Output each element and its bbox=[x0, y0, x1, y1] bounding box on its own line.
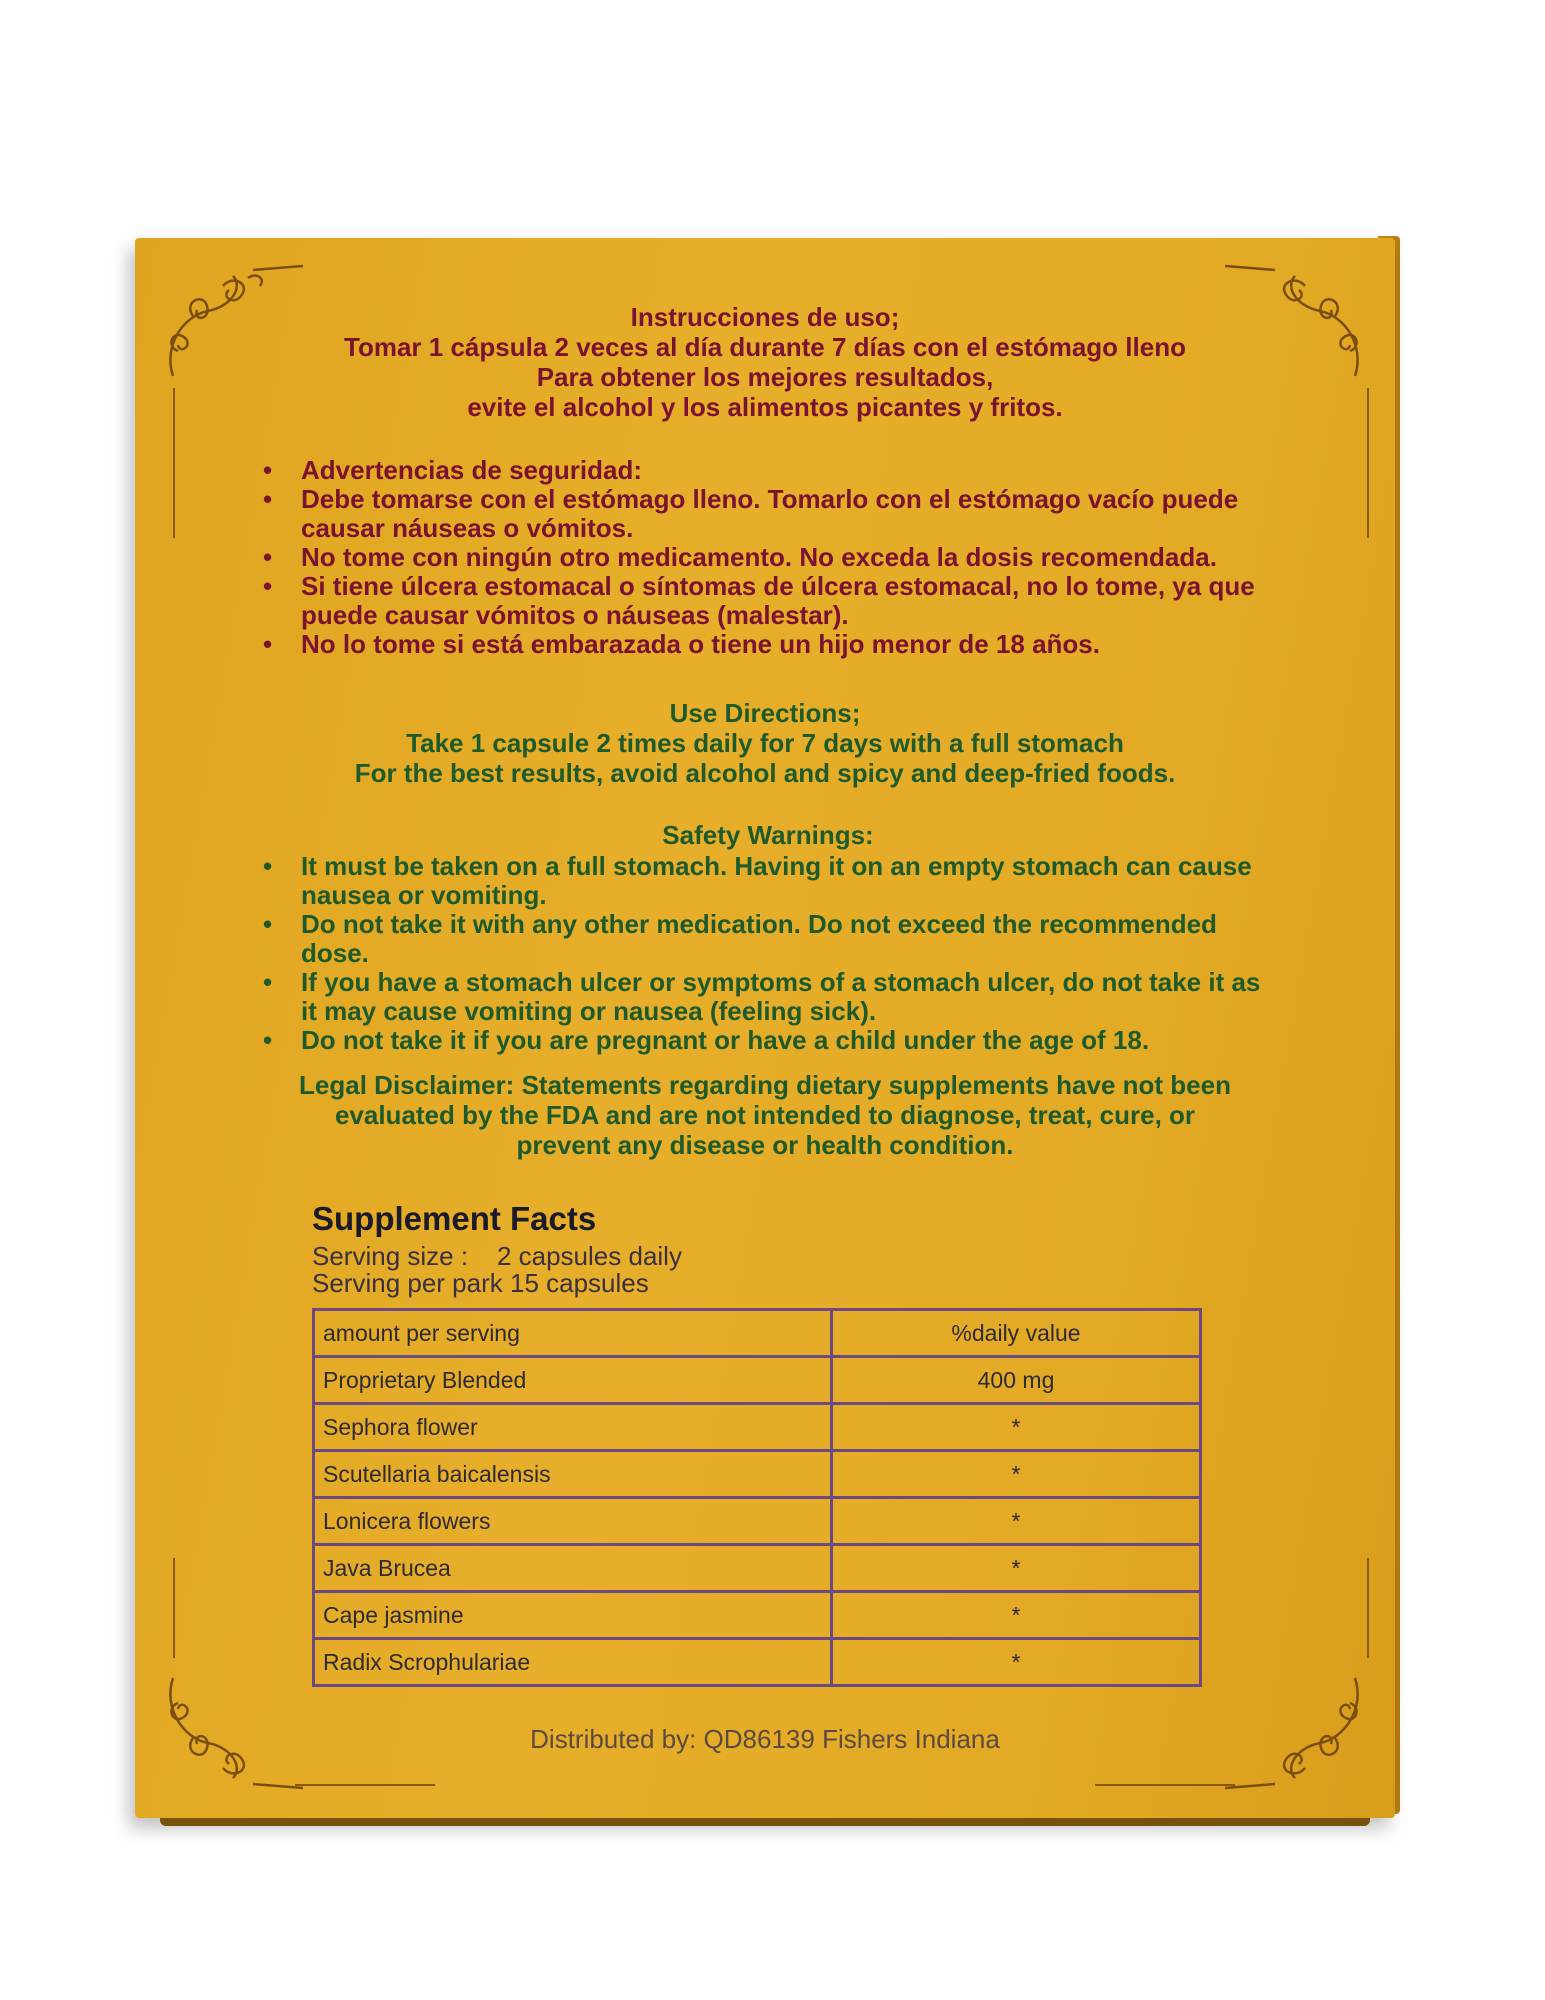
serving-per-pack: Serving per park 15 capsules bbox=[312, 1268, 649, 1298]
ingredient-value: * bbox=[832, 1545, 1201, 1592]
ingredient-name: Sephora flower bbox=[314, 1404, 832, 1451]
ingredient-name: Scutellaria baicalensis bbox=[314, 1451, 832, 1498]
spanish-instructions-line: Para obtener los mejores resultados, bbox=[536, 362, 994, 392]
spanish-instructions-line: evite el alcohol y los alimentos picantes y fritos. bbox=[467, 392, 1063, 422]
serving-size: Serving size : 2 capsules daily bbox=[312, 1241, 682, 1271]
supplement-facts-table bbox=[312, 1308, 1202, 1687]
spanish-instructions bbox=[135, 302, 1395, 422]
english-warnings-title: Safety Warnings: bbox=[662, 820, 874, 850]
ingredient-value: * bbox=[832, 1404, 1201, 1451]
ingredient-name: Lonicera flowers bbox=[314, 1498, 832, 1545]
spanish-warning-item: • No lo tome si está embarazada o tiene un hijo menor de 18 años. bbox=[263, 630, 1263, 659]
ingredient-value: * bbox=[832, 1592, 1201, 1639]
spanish-warning-item: • Advertencias de seguridad: bbox=[263, 456, 1263, 485]
english-warnings bbox=[263, 820, 1273, 1055]
english-directions-line: For the best results, avoid alcohol and spicy and deep-fried foods. bbox=[354, 758, 1176, 788]
header-cell-daily-value: %daily value bbox=[832, 1310, 1201, 1357]
table-row bbox=[314, 1451, 1201, 1498]
spanish-warning-item: • Si tiene úlcera estomacal o síntomas de úlcera estomacal, no lo tome, ya que puede causar vómitos o náuseas (malestar). bbox=[263, 572, 1263, 630]
english-directions-title: Use Directions; bbox=[669, 698, 861, 728]
table-row bbox=[314, 1639, 1201, 1686]
ingredient-name: Proprietary Blended bbox=[314, 1357, 832, 1404]
english-warning-item: • If you have a stomach ulcer or symptoms of a stomach ulcer, do not take it as it may cause vomiting or nausea (feeling sick). bbox=[263, 968, 1273, 1026]
header-cell-amount: amount per serving bbox=[314, 1310, 832, 1357]
table-header-row bbox=[314, 1310, 1201, 1357]
english-directions bbox=[135, 698, 1395, 788]
product-box-back bbox=[135, 238, 1395, 1818]
ingredient-value: * bbox=[832, 1451, 1201, 1498]
frame-line-bottom-right bbox=[1095, 1784, 1235, 1786]
legal-disclaimer-text: Legal Disclaimer: Statements regarding dietary supplements have not been evaluated by the FDA and are not intended to diagnose, treat, cure, or prevent any disease or health condition. bbox=[299, 1070, 1231, 1160]
supplement-facts-title: Supplement Facts bbox=[312, 1200, 597, 1237]
spanish-instructions-title: Instrucciones de uso; bbox=[630, 302, 900, 332]
spanish-warnings bbox=[263, 456, 1263, 659]
table-row bbox=[314, 1357, 1201, 1404]
spanish-warning-item: • No tome con ningún otro medicamento. No exceda la dosis recomendada. bbox=[263, 543, 1263, 572]
ingredient-value: * bbox=[832, 1498, 1201, 1545]
distributor-line: Distributed by: QD86139 Fishers Indiana bbox=[530, 1724, 1000, 1754]
ingredient-name: Cape jasmine bbox=[314, 1592, 832, 1639]
ingredient-value: 400 mg bbox=[832, 1357, 1201, 1404]
ingredient-name: Radix Scrophulariae bbox=[314, 1639, 832, 1686]
table-row bbox=[314, 1545, 1201, 1592]
spanish-instructions-line: Tomar 1 cápsula 2 veces al día durante 7 días con el estómago lleno bbox=[344, 332, 1186, 362]
english-warning-item: • Do not take it if you are pregnant or have a child under the age of 18. bbox=[263, 1026, 1273, 1055]
english-warning-item: • Do not take it with any other medication. Do not exceed the recommended dose. bbox=[263, 910, 1273, 968]
frame-line-left-bottom bbox=[173, 1558, 175, 1658]
frame-line-right-bottom bbox=[1367, 1558, 1369, 1658]
english-warning-item: • It must be taken on a full stomach. Having it on an empty stomach can cause nausea or vomiting. bbox=[263, 852, 1273, 910]
table-row bbox=[314, 1498, 1201, 1545]
frame-line-bottom-left bbox=[295, 1784, 435, 1786]
english-directions-line: Take 1 capsule 2 times daily for 7 days with a full stomach bbox=[406, 728, 1124, 758]
ingredient-name: Java Brucea bbox=[314, 1545, 832, 1592]
table-row bbox=[314, 1404, 1201, 1451]
ingredient-value: * bbox=[832, 1639, 1201, 1686]
table-row bbox=[314, 1592, 1201, 1639]
spanish-warning-item: • Debe tomarse con el estómago lleno. Tomarlo con el estómago vacío puede causar náuseas o vómitos. bbox=[263, 485, 1263, 543]
legal-disclaimer bbox=[285, 1070, 1245, 1160]
